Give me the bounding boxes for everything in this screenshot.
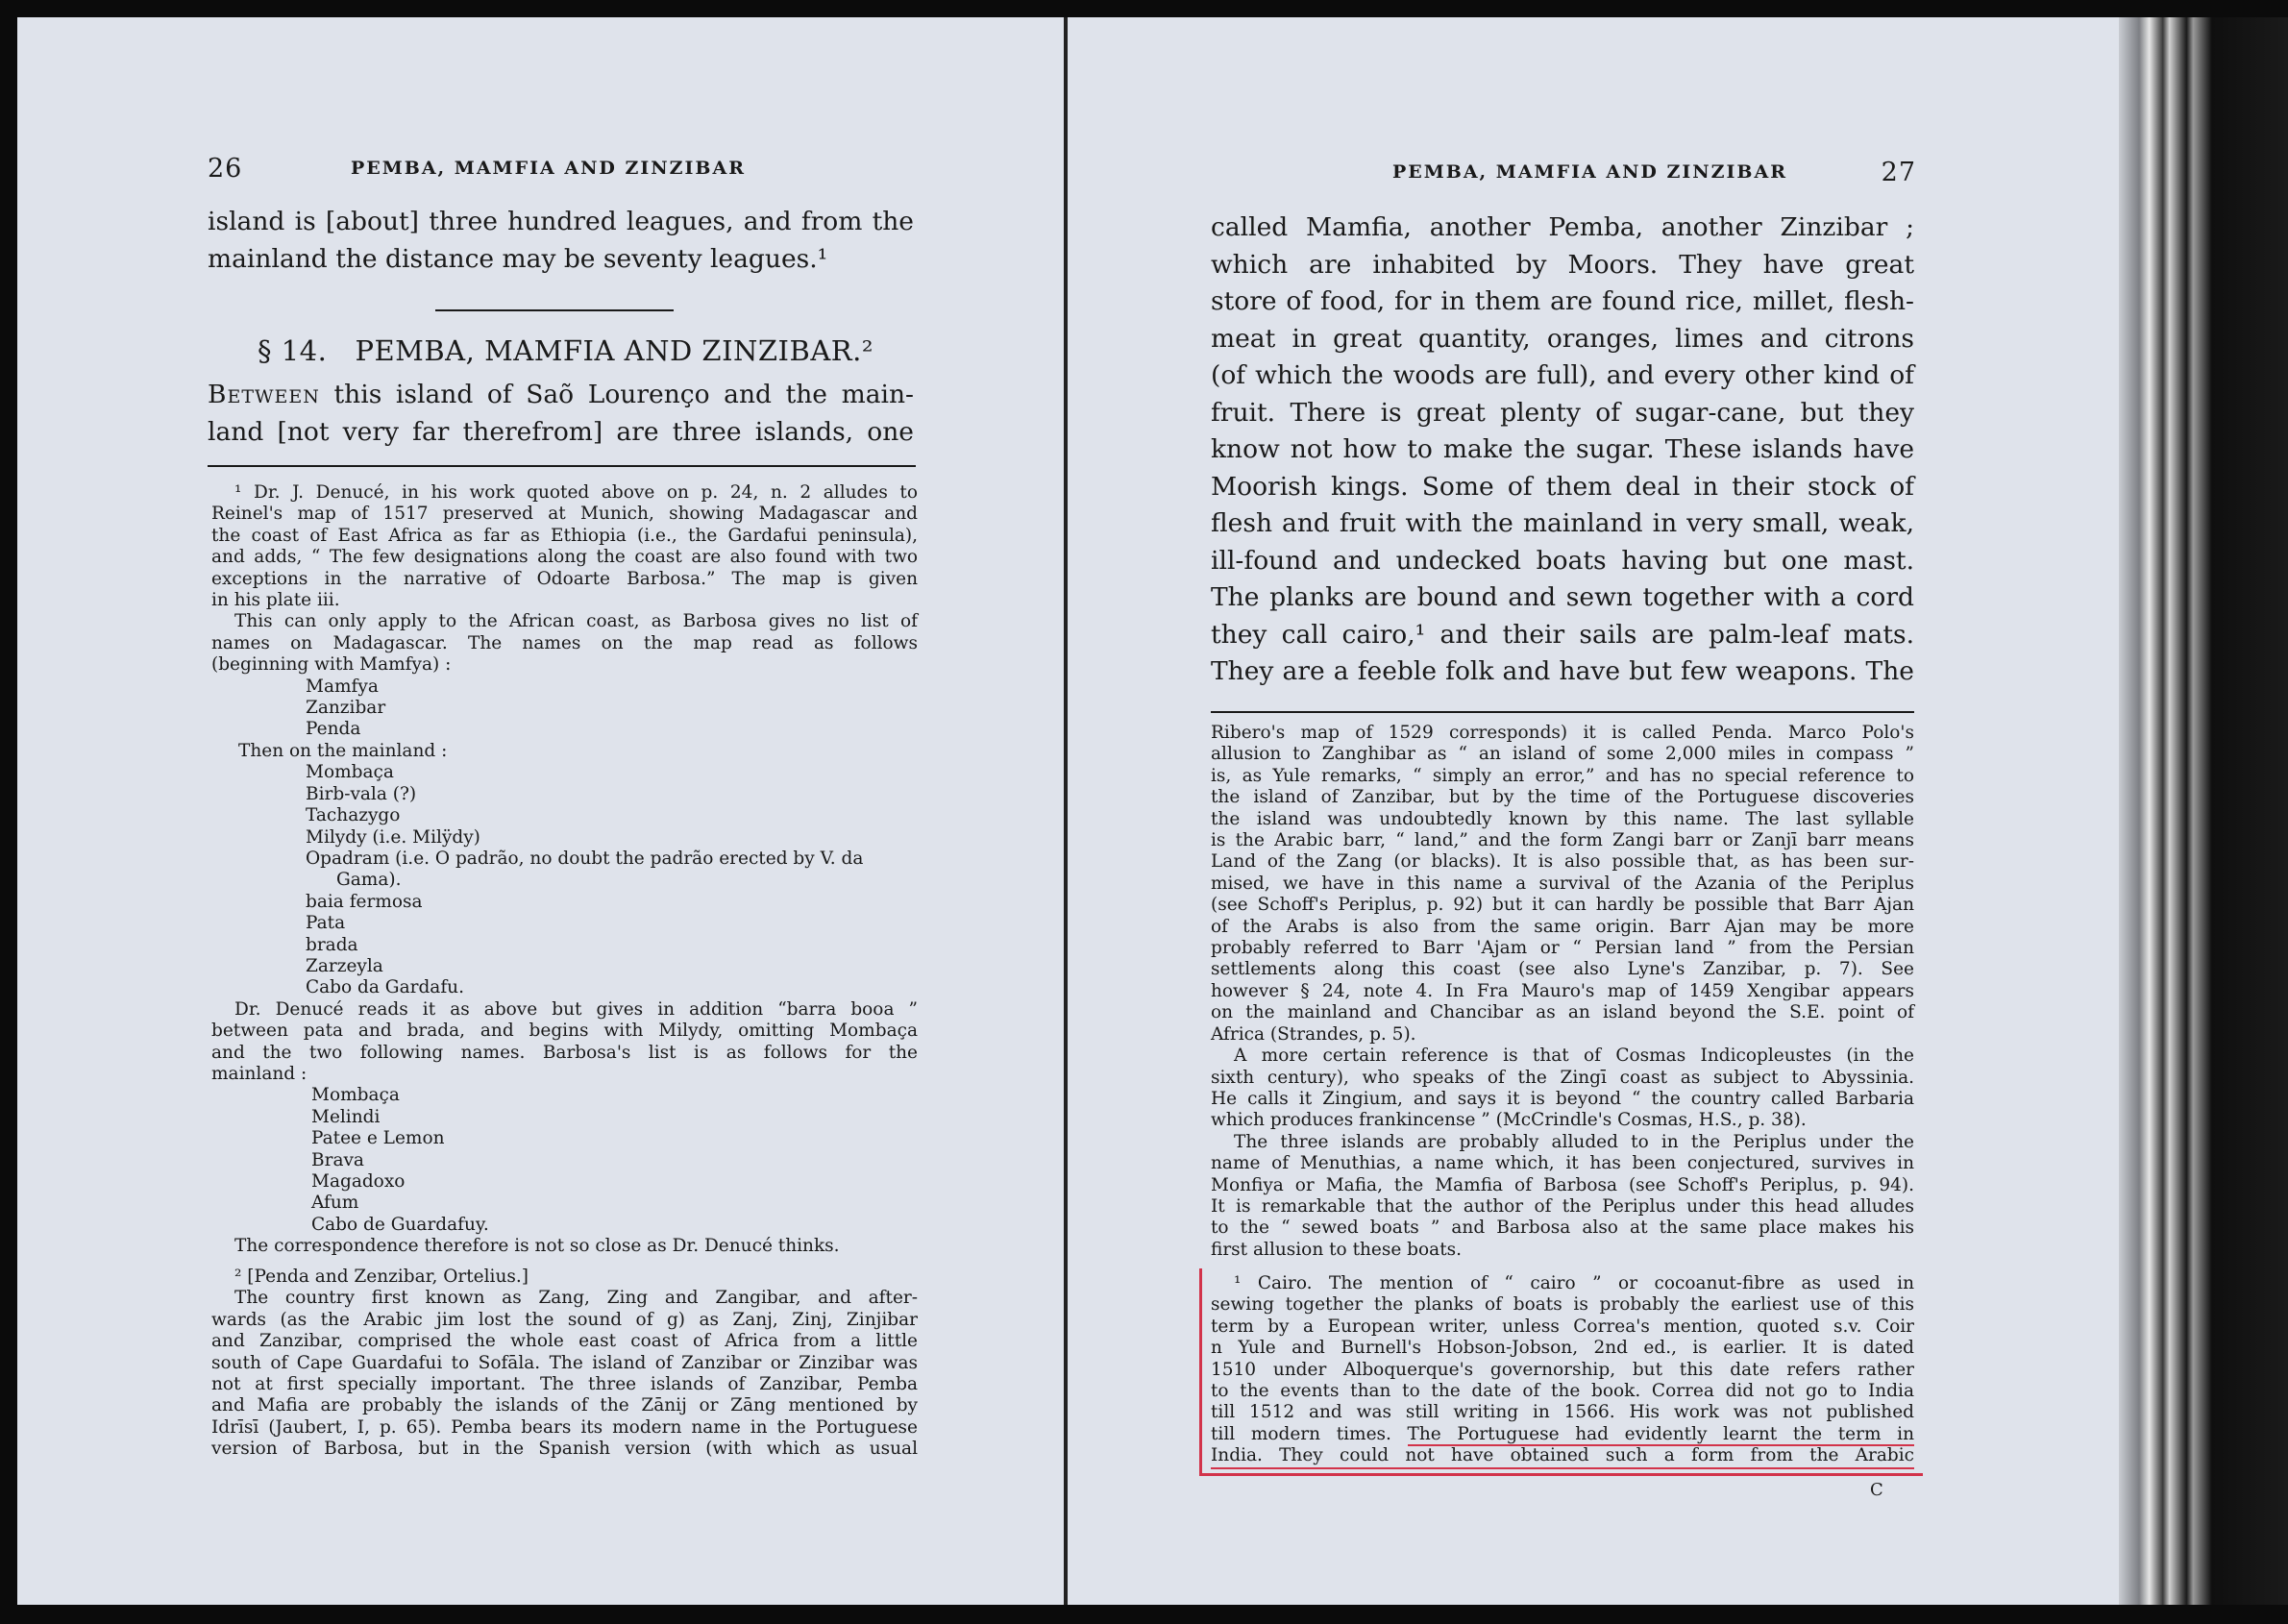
fn-line: is the Arabic barr, “ land,” and the form Zangi barr or Zanjī barr means	[1211, 830, 1914, 851]
text-line: The planks are bound and sewn together with a cord	[1211, 582, 1914, 612]
text-line	[208, 377, 914, 414]
barbosa-name: Melindi	[311, 1106, 381, 1127]
text-line: Moorish kings. Some of them deal in their stock of	[1211, 471, 1914, 502]
book-edge	[2119, 17, 2288, 1605]
fn-line: however § 24, note 4. In Fra Mauro's map of 1459 Xengibar appears	[1211, 980, 1914, 1001]
map-name: Zarzeyla	[306, 955, 383, 976]
section-body	[208, 377, 914, 451]
text-line: store of food, for in them are found rice, millet, flesh-	[1211, 286, 1914, 316]
page-gutter	[1064, 17, 1068, 1605]
map-name: Pata	[306, 913, 346, 934]
fn-line: is, as Yule remarks, “ simply an error,” and has no special reference to	[1211, 765, 1914, 786]
fn-line: wards (as the Arabic jim lost the sound of g) as Zanj, Zinj, Zinjibar	[211, 1309, 918, 1330]
signature-mark: C	[1870, 1480, 1883, 1500]
map-name: Birb-vala (?)	[306, 783, 417, 804]
map-name: brada	[306, 934, 358, 955]
fn-line: to the “ sewed boats ” and Barbosa also at the same place makes his	[1211, 1218, 1914, 1239]
fn-line: term by a European writer, unless Correa's mention, quoted s.v. Coir	[1211, 1316, 1914, 1337]
left-body-text	[208, 204, 914, 278]
fn-line: Then on the mainland :	[238, 740, 448, 761]
fn-line: This can only apply to the African coast, as Barbosa gives no list of	[234, 611, 918, 632]
text-line: island is [about] three hundred leagues, and from the	[208, 207, 914, 236]
fn-line: not at first specially important. The three islands of Zanzibar, Pemba	[211, 1374, 918, 1395]
barbosa-name: Patee e Lemon	[311, 1128, 445, 1149]
text-line: (of which the woods are full), and every other kind of	[1211, 360, 1914, 390]
fn-line: Land of the Zang (or blacks). It is also possible that, as has been sur-	[1211, 851, 1914, 873]
fn-line: probably referred to Barr 'Ajam or “ Persian land ” from the Persian	[1211, 938, 1914, 959]
text-line: They are a feeble folk and have but few weapons. The	[1211, 656, 1914, 686]
fn-line: to the events than to the date of the book. Correa did not go to India	[1211, 1381, 1914, 1402]
fn-line: and Zanzibar, comprised the whole east coast of Africa from a little	[211, 1331, 918, 1352]
fn-line: Africa (Strandes, p. 5).	[1211, 1023, 1416, 1045]
fn-line: Dr. Denucé reads it as above but gives in addition “barra booa ”	[234, 998, 918, 1020]
section-title: PEMBA, MAMFIA AND ZINZIBAR.²	[355, 334, 873, 367]
fn-line: which produces frankincense ” (McCrindle's Cosmas, H.S., p. 38).	[1211, 1110, 1807, 1131]
text-line: which are inhabited by Moors. They have great	[1211, 249, 1914, 280]
fn-line: till 1512 and was still writing in 1566. His work was not published	[1211, 1402, 1914, 1423]
map-name: Milydy (i.e. Milÿdy)	[306, 826, 480, 848]
text-line: meat in great quantity, oranges, limes and citrons	[1211, 323, 1914, 354]
fn-line: sewing together the planks of boats is probably the earliest use of this	[1211, 1294, 1914, 1316]
section-number: § 14.	[258, 334, 328, 367]
fn-line: settlements along this coast (see also Lyne's Zanzibar, p. 7). See	[1211, 959, 1914, 980]
fn-line: Ribero's map of 1529 corresponds) it is called Penda. Marco Polo's	[1211, 723, 1914, 743]
fn-line: A more certain reference is that of Cosmas Indicopleustes (in the	[1234, 1046, 1914, 1067]
footnote-2-continued	[1211, 723, 1914, 1261]
text-fragment: till modern times.	[1211, 1423, 1408, 1444]
barbosa-name: Mombaça	[311, 1085, 400, 1106]
text-line: know not how to make the sugar. These islands have	[1211, 434, 1914, 464]
map-name: Penda	[306, 719, 361, 740]
running-title-left: PEMBA, MAMFIA AND ZINZIBAR	[350, 158, 746, 179]
footnote-divider	[208, 465, 916, 467]
barbosa-name: Afum	[311, 1193, 359, 1214]
map-name: Opadram (i.e. O padrão, no doubt the padrão erected by V. da	[306, 848, 864, 869]
fn-line: the island was undoubtedly known by this name. The last syllable	[1211, 808, 1914, 829]
text-line: they call cairo,¹ and their sails are palm-leaf mats.	[1211, 619, 1914, 650]
fn-line: names on Madagascar. The names on the map read as follows	[211, 632, 918, 653]
barbosa-name: Cabo de Guardafuy.	[311, 1214, 489, 1235]
fn-line: It is remarkable that the author of the Periplus under this head alludes	[1211, 1195, 1914, 1217]
map-name: Mamfya	[306, 676, 379, 697]
fn-line: mised, we have in this name a survival of the Azania of the Periplus	[1211, 873, 1914, 894]
barbosa-name: Brava	[311, 1149, 364, 1170]
fn-line: allusion to Zanghibar as “ an island of some 2,000 miles in compass ”	[1211, 744, 1914, 765]
fn-line: Idrīsī (Jaubert, I, p. 65). Pemba bears its modern name in the Portuguese	[211, 1416, 918, 1438]
fn-line: The three islands are probably alluded to in the Periplus under the	[1234, 1131, 1914, 1152]
right-body-text	[1211, 209, 1914, 691]
drop-word: Between	[208, 380, 320, 409]
fn-line: (beginning with Mamfya) :	[211, 654, 452, 676]
fn-line: ¹ Dr. J. Denucé, in his work quoted above on p. 24, n. 2 alludes to	[234, 482, 918, 503]
fn-line: the coast of East Africa as far as Ethiopia (i.e., the Gardafui peninsula),	[211, 525, 918, 546]
text-line: flesh and fruit with the mainland in very small, weak,	[1211, 508, 1914, 538]
barbosa-name: Magadoxo	[311, 1171, 406, 1192]
map-name: Zanzibar	[306, 698, 386, 719]
red-underlined-text: India. They could not have obtained such a form from the Arabic	[1211, 1445, 1914, 1468]
fn-line: The correspondence therefore is not so close as Dr. Denucé thinks.	[234, 1236, 840, 1257]
right-running-head	[1211, 158, 1916, 192]
fn-line: version of Barbosa, but in the Spanish version (with which as usual	[211, 1439, 918, 1460]
fn-line: The country first known as Zang, Zing and Zangibar, and after-	[234, 1288, 918, 1309]
fn-line: and adds, “ The few designations along the coast are also found with two	[211, 547, 918, 568]
map-name-cont: Gama).	[336, 870, 402, 891]
text-line: land [not very far therefrom] are three islands, one	[208, 416, 914, 447]
map-name: Cabo da Gardafu.	[306, 977, 464, 998]
fn-line: mainland :	[211, 1063, 308, 1084]
text-line: mainland the distance may be seventy leagues.¹	[208, 243, 828, 274]
text-line: ill-found and undecked boats having but one mast.	[1211, 545, 1914, 576]
fn-line: on the mainland and Chancibar as an island beyond the S.E. point of	[1211, 1002, 1914, 1023]
fn-line: between pata and brada, and begins with Milydy, omitting Mombaça	[211, 1021, 918, 1042]
fn-line: and Mafia are probably the islands of the Zānij or Zāng mentioned by	[211, 1395, 918, 1416]
red-underlined-text: The Portuguese had evidently learnt the term in	[1407, 1423, 1914, 1444]
red-annotation-bracket	[1199, 1268, 1923, 1476]
fn-line: of the Arabs is also from the same origin. Barr Ajan may be more	[1211, 916, 1914, 937]
fn-line: and the two following names. Barbosa's list is as follows for the	[211, 1042, 918, 1063]
fn-line: He calls it Zingium, and says it is beyond “ the country called Barbaria	[1211, 1088, 1914, 1109]
page-number-26: 26	[208, 154, 243, 184]
fn-line: south of Cape Guardafui to Sofāla. The island of Zanzibar or Zinzibar was	[211, 1352, 918, 1373]
fn-line: ¹ Cairo. The mention of “ cairo ” or cocoanut-fibre as used in	[1234, 1273, 1914, 1293]
fn-line: 1510 under Alboquerque's governorship, but this date refers rather	[1211, 1359, 1914, 1380]
left-running-head	[208, 154, 924, 188]
text-line: fruit. There is great plenty of sugar-cane, but they	[1211, 397, 1914, 428]
footnote-2	[211, 1267, 918, 1461]
section-divider	[435, 309, 674, 311]
fn-line: sixth century), who speaks of the Zingī coast as subject to Abyssinia.	[1211, 1067, 1914, 1088]
fn-line: ² [Penda and Zenzibar, Ortelius.]	[234, 1267, 529, 1287]
map-name: Tachazygo	[306, 805, 401, 826]
fn-line: in his plate iii.	[211, 590, 340, 611]
text-line: called Mamfia, another Pemba, another Zinzibar ;	[1211, 212, 1914, 242]
running-title-right: PEMBA, MAMFIA AND ZINZIBAR	[1391, 161, 1787, 183]
fn-line: name of Menuthias, a name which, it has been conjectured, survives in	[1211, 1153, 1914, 1174]
fn-line: n Yule and Burnell's Hobson-Jobson, 2nd ed., is earlier. It is dated	[1211, 1338, 1914, 1359]
text-fragment: this island of Saõ Lourenço and the main-	[319, 380, 914, 409]
fn-line: Reinel's map of 1517 preserved at Munich, showing Madagascar and	[211, 504, 918, 525]
fn-line: (see Schoff's Periplus, p. 92) but it can hardly be possible that Barr Ajan	[1211, 895, 1914, 916]
left-page	[208, 0, 924, 1624]
fn-line: Monfiya or Mafia, the Mamfia of Barbosa (see Schoff's Periplus, p. 94).	[1211, 1174, 1914, 1195]
page-number-27: 27	[1881, 158, 1916, 187]
map-name: Mombaça	[306, 762, 394, 783]
footnote-divider	[1211, 711, 1914, 713]
fn-line: exceptions in the narrative of Odoarte Barbosa.” The map is given	[211, 568, 918, 589]
fn-line: the island of Zanzibar, but by the time of the Portuguese discoveries	[1211, 787, 1914, 808]
fn-line: first allusion to these boats.	[1211, 1239, 1463, 1260]
map-name: baia fermosa	[306, 891, 423, 912]
footnote-1	[211, 482, 918, 1258]
section-heading	[258, 334, 873, 367]
